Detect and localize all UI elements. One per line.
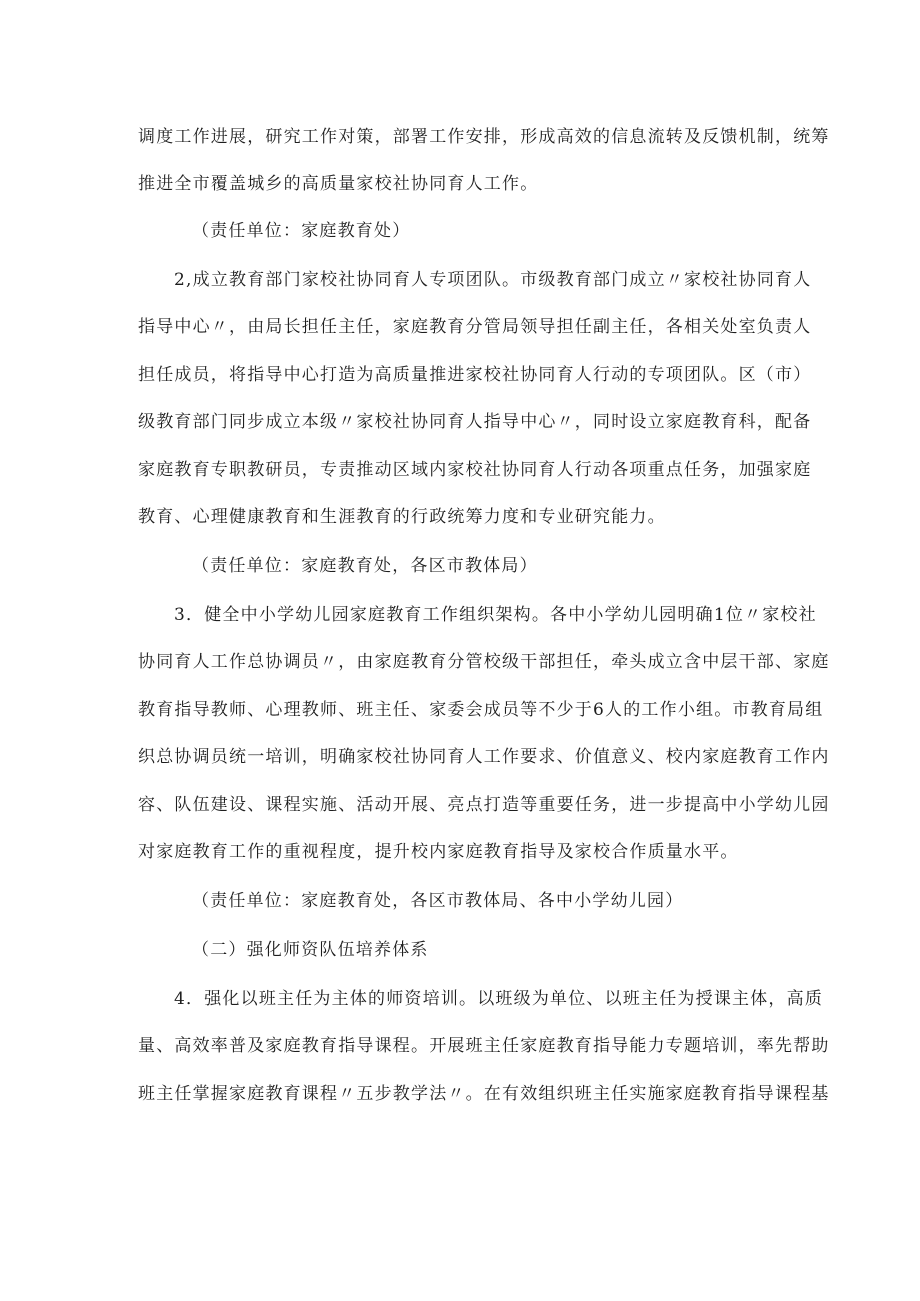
text-line: 家庭教育专职教研员，专责推动区域内家校社协同育人行动各项重点任务，加强家庭 [138, 460, 812, 480]
text-line: 班主任掌握家庭教育课程〃五步教学法〃。在有效组织班主任实施家庭教育指导课程基 [138, 1084, 830, 1104]
text-line: 容、队伍建设、课程实施、活动开展、亮点打造等重要任务，进一步提高中小学幼儿园 [138, 795, 830, 815]
text-line: 调度工作进展，研究工作对策，部署工作安排，形成高效的信息流转及反馈机制，统筹 [138, 127, 830, 147]
text-line: 担任成员，将指导中心打造为高质量推进家校社协同育人行动的专项团队。区（市） [138, 365, 812, 385]
section-heading: （二）强化师资队伍培养体系 [192, 940, 429, 960]
text-line: 织总协调员统一培训，明确家校社协同育人工作要求、价值意义、校内家庭教育工作内 [138, 747, 830, 767]
text-line: 教育指导教师、心理教师、班主任、家委会成员等不少于6人的工作小组。市教育局组 [138, 700, 824, 720]
text-line: 协同育人工作总协调员〃，由家庭教育分管校级干部担任，牵头成立含中层干部、家庭 [138, 652, 830, 672]
text-line: 量、高效率普及家庭教育指导课程。开展班主任家庭教育指导能力专题培训，率先帮助 [138, 1036, 830, 1056]
item-heading-2: 2,成立教育部门家校社协同育人专项团队。市级教育部门成立〃家校社协同育人 [174, 270, 812, 290]
text-line: 指导中心〃，由局长担任主任，家庭教育分管局领导担任副主任，各相关处室负责人 [138, 317, 812, 337]
text-line: 对家庭教育工作的重视程度，提升校内家庭教育指导及家校合作质量水平。 [138, 842, 739, 862]
text-line: 级教育部门同步成立本级〃家校社协同育人指导中心〃，同时设立家庭教育科，配备 [138, 412, 812, 432]
responsibility-note: （责任单位：家庭教育处，各区市教体局、各中小学幼儿园） [192, 891, 684, 911]
responsibility-note: （责任单位：家庭教育处） [192, 221, 411, 241]
item-heading-4: 4．强化以班主任为主体的师资培训。以班级为单位、以班主任为授课主体，高质 [174, 989, 824, 1009]
text-line: 推进全市覆盖城乡的高质量家校社协同育人工作。 [138, 174, 539, 194]
text-line: 教育、心理健康教育和生涯教育的行政统筹力度和专业研究能力。 [138, 507, 666, 527]
responsibility-note: （责任单位：家庭教育处，各区市教体局） [192, 556, 538, 576]
item-heading-3: 3．健全中小学幼儿园家庭教育工作组织架构。各中小学幼儿园明确1位〃家校社 [174, 605, 817, 625]
